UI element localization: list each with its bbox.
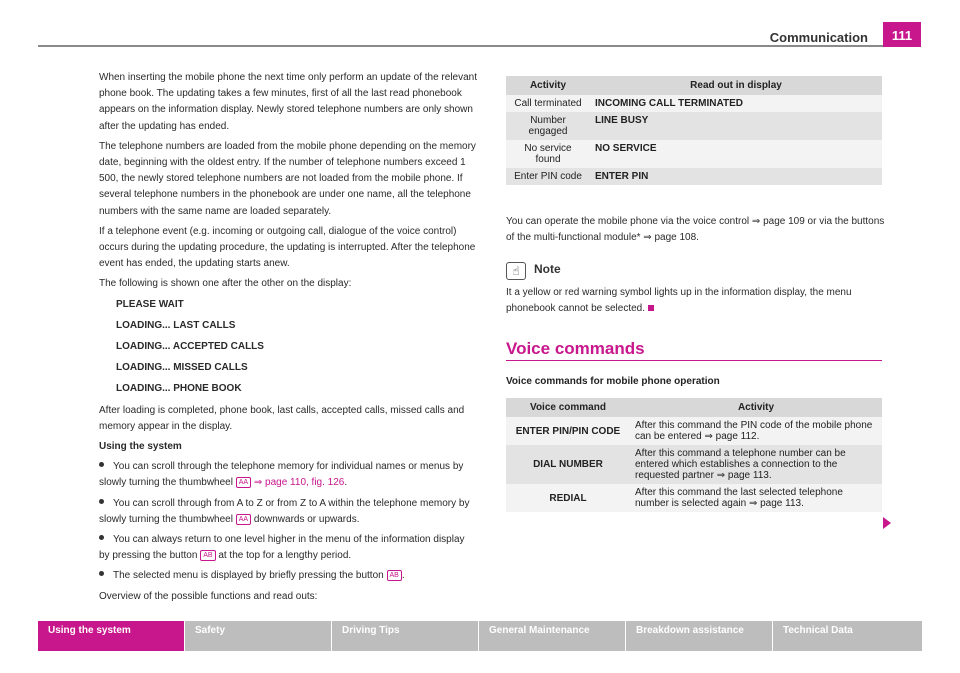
header-rule bbox=[38, 45, 920, 47]
table-row bbox=[506, 168, 882, 185]
note-hand-icon: ☝ bbox=[506, 262, 526, 280]
table-row bbox=[506, 140, 882, 168]
note-text: It a yellow or red warning symbol lights up in the information display, the menu phonebook cannot be selected. bbox=[506, 287, 852, 314]
table-row bbox=[506, 484, 882, 512]
tab-driving-tips[interactable]: Driving Tips bbox=[332, 621, 479, 651]
paragraph: When inserting the mobile phone the next time only perform an update of the relevant phone book. The updating takes a few minutes, first of all the last read phonebook appears on the information display. Newly stored telephone numbers are only shown after the updating has ended. bbox=[99, 72, 478, 132]
paragraph: Overview of the possible functions and read outs: bbox=[99, 590, 318, 602]
tab-general-maintenance[interactable]: General Maintenance bbox=[479, 621, 626, 651]
tab-breakdown-assistance[interactable]: Breakdown assistance bbox=[626, 621, 773, 651]
paragraph: If a telephone event (e.g. incoming or outgoing call, dialogue of the voice control) occurs during the updating procedure, the updating is interrupted. After the telephone event has ended, the updating starts anew. bbox=[99, 225, 476, 270]
paragraph: The telephone numbers are loaded from the mobile phone depending on the memory date, beginning with the oldest entry. If the number of telephone numbers exceed 1 500, the newly stored telephone numbers are not loaded from the mobile phone. If several telephone numbers in the phonebook are under one name, all the telephone numbers with the same name are loaded separately. bbox=[99, 140, 476, 217]
cell-activity: No service found bbox=[524, 143, 572, 165]
cell-activity: After this command the PIN code of the mobile phone can be entered ⇒ page 112. bbox=[635, 420, 873, 442]
cell-readout: ENTER PIN bbox=[595, 171, 649, 182]
cell-activity: After this command a telephone number can be entered which establishes a connection to the requested partner ⇒ page 113. bbox=[635, 448, 846, 481]
display-item: PLEASE WAIT bbox=[116, 298, 184, 310]
page-number: 111 bbox=[883, 22, 921, 47]
cell-readout: LINE BUSY bbox=[595, 115, 649, 126]
section-title: Voice commands bbox=[506, 339, 645, 358]
cell-command: DIAL NUMBER bbox=[533, 459, 603, 470]
footer-nav bbox=[38, 621, 922, 651]
menu-button-ref: AB bbox=[387, 570, 402, 581]
note-heading: ☝ Note bbox=[506, 262, 561, 280]
cell-command: ENTER PIN/PIN CODE bbox=[515, 425, 621, 437]
left-column bbox=[99, 70, 477, 609]
voice-command-table bbox=[506, 398, 882, 512]
tab-safety[interactable]: Safety bbox=[185, 621, 332, 651]
end-square-icon bbox=[648, 305, 654, 311]
display-item: LOADING... PHONE BOOK bbox=[116, 383, 242, 395]
table-row bbox=[506, 445, 882, 484]
cell-activity: Enter PIN code bbox=[514, 171, 582, 182]
voice-control-paragraph: You can operate the mobile phone via the voice control ⇒ page 109 or via the buttons of the multi-functional module* ⇒ page 108. bbox=[506, 216, 885, 243]
col-header-activity: Activity bbox=[506, 76, 590, 95]
display-item: LOADING... LAST CALLS bbox=[116, 319, 236, 331]
bullet-icon bbox=[99, 462, 104, 467]
bullet-item: You can scroll through the telephone memory for individual names or menus by slowly turning the thumbwheel AA ⇒ page 110, fig. 126. bbox=[99, 461, 464, 489]
col-header-voice-command: Voice command bbox=[506, 398, 630, 417]
bullet-item: The selected menu is displayed by briefly pressing the button AB . bbox=[99, 568, 477, 584]
cell-command: REDIAL bbox=[549, 492, 587, 504]
bullet-item: You can scroll through from A to Z or from Z to A within the telephone memory by slowly turning the thumbwheel AA downwards or upwards. bbox=[99, 497, 470, 525]
table-row bbox=[506, 95, 882, 112]
thumbwheel-button-ref: AA bbox=[236, 477, 251, 488]
paragraph: After loading is completed, phone book, last calls, accepted calls, missed calls and memory appear in the display. bbox=[99, 404, 465, 432]
next-page-arrow-icon[interactable] bbox=[883, 517, 891, 529]
paragraph: The following is shown one after the other on the display: bbox=[99, 278, 352, 290]
section-rule bbox=[506, 360, 882, 361]
bullet-icon bbox=[99, 535, 104, 540]
display-item: LOADING... MISSED CALLS bbox=[116, 362, 248, 374]
cell-readout: NO SERVICE bbox=[595, 143, 657, 154]
bullet-icon bbox=[99, 571, 104, 576]
subsection-heading: Voice commands for mobile phone operation bbox=[506, 376, 720, 387]
bullet-icon bbox=[99, 499, 104, 504]
cell-activity: Number engaged bbox=[528, 115, 568, 137]
readout-table bbox=[506, 76, 882, 185]
bullet-item: You can always return to one level higher in the menu of the information display by pressing the button AB at the top for a lengthy period. bbox=[99, 534, 465, 562]
subheading-using-system: Using the system bbox=[99, 441, 182, 453]
menu-button-ref: AB bbox=[200, 550, 215, 561]
table-header-row bbox=[506, 398, 882, 417]
col-header-activity: Activity bbox=[630, 398, 882, 417]
tab-technical-data[interactable]: Technical Data bbox=[783, 625, 853, 636]
table-row bbox=[506, 112, 882, 140]
table-header-row bbox=[506, 76, 882, 95]
chapter-title: Communication bbox=[769, 30, 868, 45]
thumbwheel-button-ref: AA bbox=[236, 514, 251, 525]
display-item: LOADING... ACCEPTED CALLS bbox=[116, 341, 264, 353]
page-link[interactable]: ⇒ page 110, fig. 126 bbox=[253, 477, 345, 489]
tab-using-the-system[interactable]: Using the system bbox=[38, 621, 185, 651]
cell-activity: After this command the last selected telephone number is selected again ⇒ page 113. bbox=[635, 487, 843, 509]
cell-readout: INCOMING CALL TERMINATED bbox=[595, 98, 743, 109]
col-header-readout: Read out in display bbox=[590, 76, 882, 95]
cell-activity: Call terminated bbox=[514, 98, 582, 109]
table-row bbox=[506, 417, 882, 445]
